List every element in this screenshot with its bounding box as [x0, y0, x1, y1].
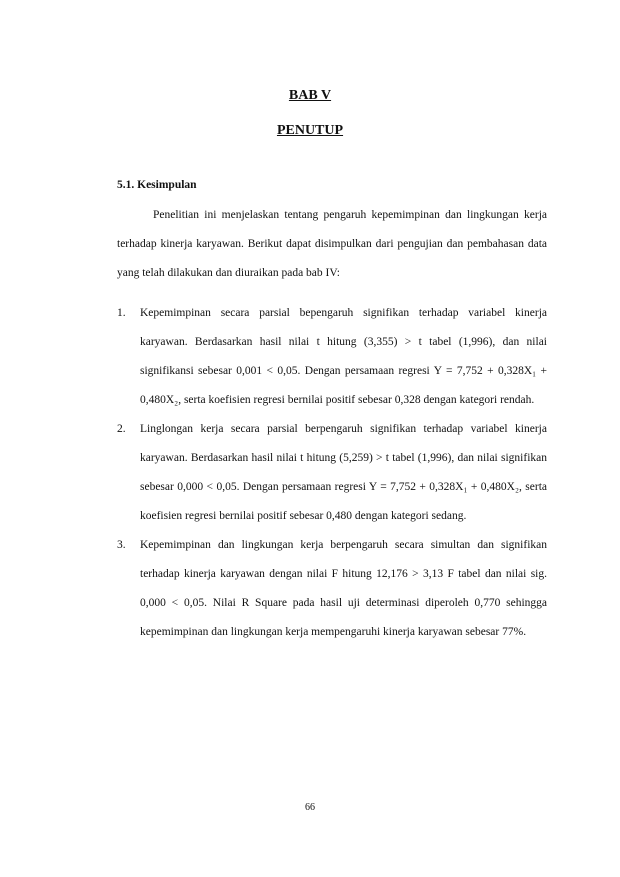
intro-paragraph: Penelitian ini menjelaskan tentang pengaruh kepemimpinan dan lingkungan kerja terhadap kinerja karyawan. Berikut dapat disimpulkan dari pengujian dan pembahasan data yang telah dilakukan dan diuraikan pada bab IV:	[117, 209, 547, 279]
list-item	[117, 415, 547, 531]
list-item-number: 3.	[117, 539, 126, 551]
list-item	[117, 531, 547, 647]
list-item-number: 1.	[117, 307, 126, 319]
list-item-text: Kepemimpinan dan lingkungan kerja berpengaruh secara simultan dan signifikan terhadap kinerja karyawan dengan nilai F hitung 12,176 > 3,13 F tabel dan nilai sig. 0,000 < 0,05. Nilai R Square pada hasil uji determinasi diperoleh 0,770 sehingga kepemimpinan dan lingkungan kerja mempengaruhi kinerja karyawan sebesar 77%.	[140, 539, 547, 638]
page-number: 66	[305, 802, 315, 813]
conclusion-list	[117, 299, 547, 647]
list-item-text: Linglongan kerja secara parsial berpengaruh signifikan terhadap variabel kinerja karyawan. Berdasarkan hasil nilai t hitung (5,259) > t tabel (1,996), dan nilai signifikan sebesar 0,000 < 0,05. Dengan persamaan regresi Y = 7,752 + 0,328X₁ + 0,480X₂, serta koefisien regresi bernilai positif sebesar 0,480 dengan kategori sedang.	[140, 423, 547, 522]
section-heading: 5.1. Kesimpulan	[117, 179, 197, 191]
list-item-text: Kepemimpinan secara parsial bepengaruh signifikan terhadap variabel kinerja karyawan. Berdasarkan hasil nilai t hitung (3,355) > t tabel (1,996), dan nilai signifikansi sebesar 0,001 < 0,05. Dengan persamaan regresi Y = 7,752 + 0,328X₁ + 0,480X₂, serta koefisien regresi bernilai positif sebesar 0,328 dengan kategori rendah.	[140, 307, 547, 406]
list-item-number: 2.	[117, 423, 126, 435]
list-item	[117, 299, 547, 415]
chapter-title: PENUTUP	[276, 123, 344, 138]
chapter-number: BAB V	[288, 88, 332, 103]
